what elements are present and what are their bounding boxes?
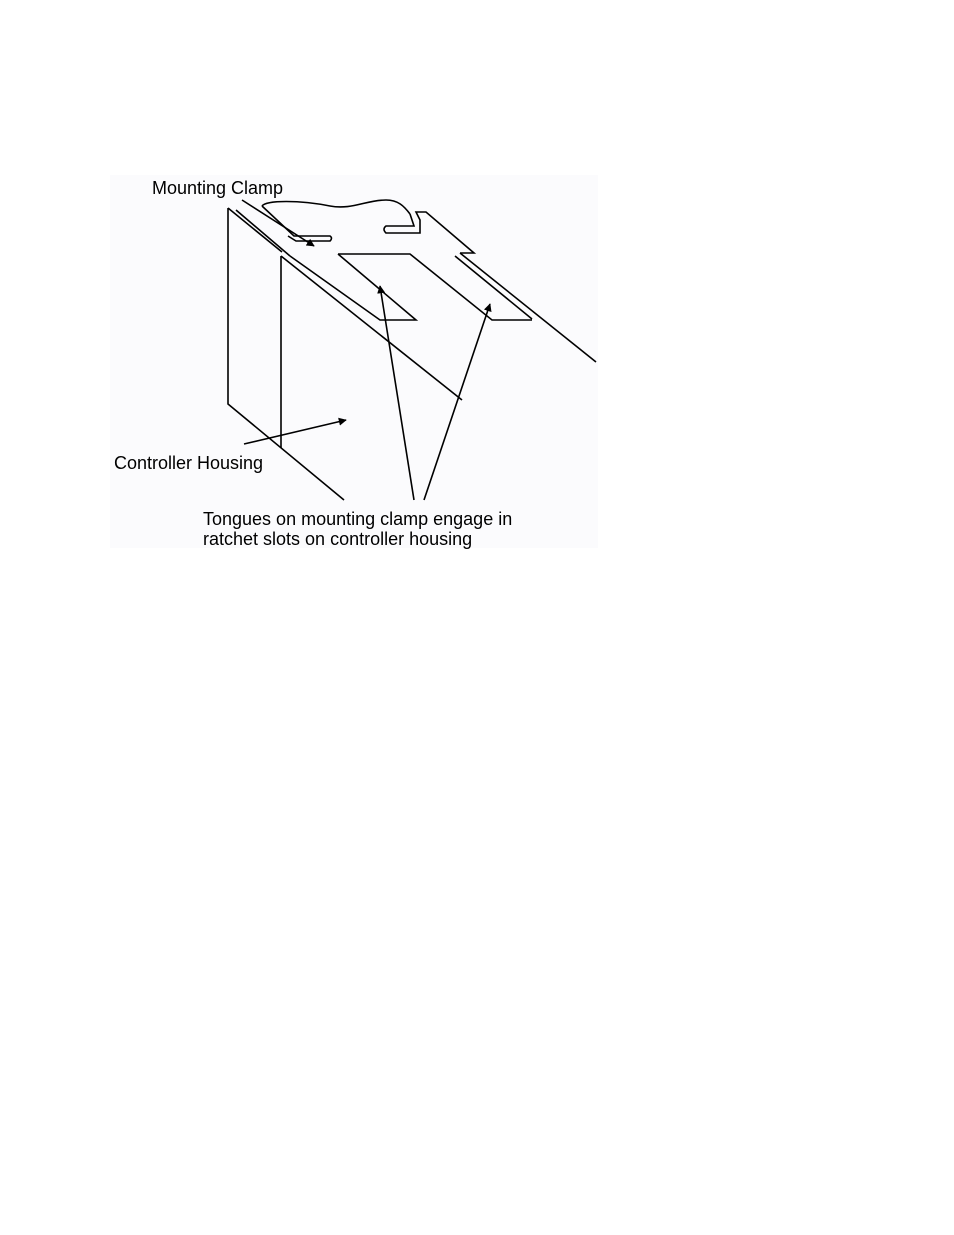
mounting-clamp-shape: [236, 200, 596, 362]
clamp-strip-right-inner: [455, 256, 532, 319]
tongues-caption-line-2: ratchet slots on controller housing: [203, 529, 473, 549]
controller-housing-shape: [228, 208, 462, 500]
arrow-mounting-clamp: [242, 200, 314, 246]
arrow-controller-housing: [244, 420, 346, 444]
housing-front-top-edge: [281, 256, 462, 400]
arrow-tongue-left: [380, 286, 414, 500]
mounting-clamp-label: Mounting Clamp: [152, 178, 284, 198]
pointer-arrows: [242, 200, 490, 500]
clamp-strip-right: [460, 253, 596, 362]
clamp-torn-edge: [262, 200, 410, 214]
clamp-strip-left: [236, 210, 290, 256]
tongue-left: [290, 254, 416, 320]
controller-housing-label: Controller Housing: [114, 453, 264, 473]
clamp-right-hook: [384, 212, 474, 253]
arrow-tongue-right: [424, 304, 490, 500]
housing-top-edge: [228, 208, 282, 252]
tongues-caption: [203, 509, 512, 549]
tongues-caption-line-1: Tongues on mounting clamp engage in: [203, 509, 513, 529]
ratchet-slots: [290, 254, 532, 320]
